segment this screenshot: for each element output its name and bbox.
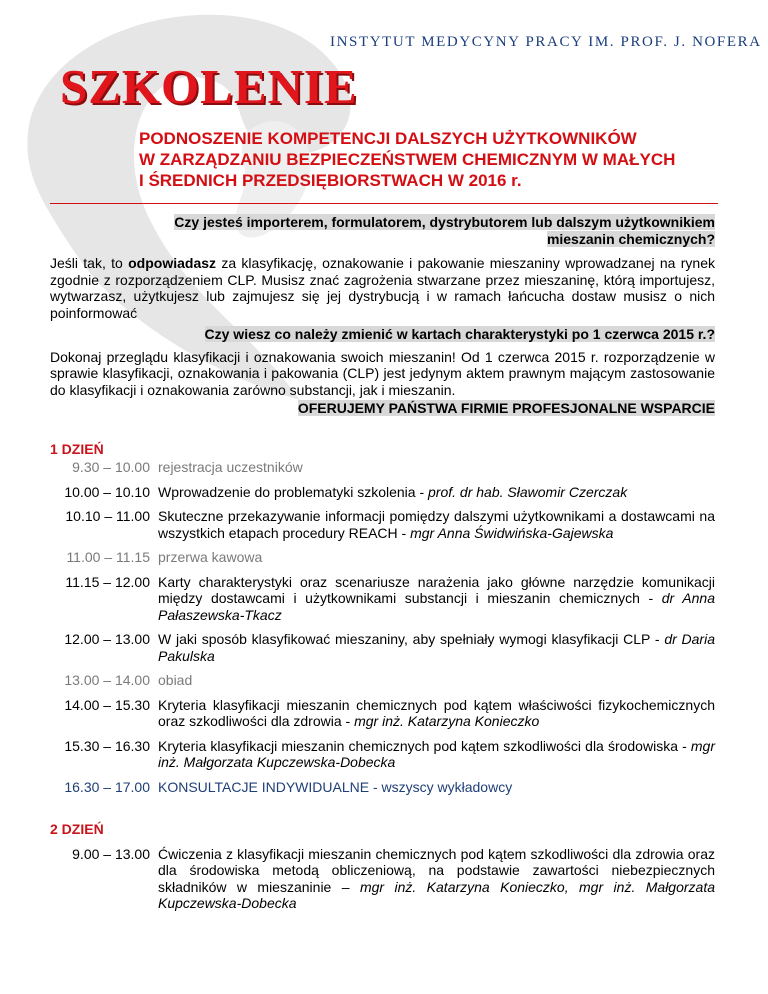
schedule-desc: [158, 738, 715, 771]
institute-name: INSTYTUT MEDYCYNY PRACY IM. PROF. J. NOFERA: [330, 34, 762, 50]
subtitle: [139, 128, 719, 191]
schedule-time: 12.00 – 13.00: [64, 631, 150, 647]
paragraph-bold: odpowiadasz: [128, 255, 217, 271]
schedule-row: [50, 459, 715, 476]
schedule-row: [50, 549, 715, 566]
speaker: dr Daria Pakulska: [158, 631, 715, 664]
subtitle-line: I ŚREDNICH PRZEDSIĘBIORSTWACH W 2016 r.: [139, 171, 522, 190]
schedule-time: 9.30 – 10.00: [72, 459, 150, 475]
day1-heading: 1 DZIEŃ: [50, 440, 104, 457]
schedule-row: [50, 631, 715, 664]
schedule-desc: [158, 508, 715, 541]
schedule-desc: [158, 631, 715, 664]
day2-heading: 2 DZIEŃ: [50, 821, 104, 837]
schedule-time: 11.00 – 11.15: [66, 549, 150, 565]
schedule-row: [50, 846, 715, 912]
schedule-desc: obiad: [158, 672, 193, 688]
question-importer: [50, 214, 715, 247]
subtitle-line: PODNOSZENIE KOMPETENCJI DALSZYCH UŻYTKOWNIKÓW: [139, 129, 637, 148]
topic: Ćwiczenia z klasyfikacji mieszanin chemicznych pod kątem szkodliwości dla zdrowia oraz dla środowiska metodą obliczeniową, na podstawie zawartości niebezpiecznych składników w mieszaninie –: [158, 845, 715, 895]
schedule-desc: [158, 846, 715, 912]
schedule-time: 15.30 – 16.30: [64, 737, 150, 754]
question-line: mieszanin chemicznych?: [546, 230, 715, 247]
question-line: Czy jesteś importerem, formulatorem, dystrybutorem lub dalszym użytkownikiem: [174, 214, 715, 230]
schedule-desc: KONSULTACJE INDYWIDUALNE - wszyscy wykładowcy: [158, 778, 513, 795]
topic: Kryteria klasyfikacji mieszanin chemicznych pod kątem właściwości fizykochemicznych oraz szkodliwości dla zdrowia -: [158, 696, 715, 729]
schedule-time: 14.00 – 15.30: [64, 696, 150, 713]
topic: Karty charakterystyki oraz scenariusze narażenia jako główne narzędzie komunikacji między dostawcami i użytkownikami substancji i mieszanin chemicznych -: [158, 573, 715, 606]
paragraph-rest: za klasyfikację, oznakowanie i pakowanie mieszaniny wprowadzanej na rynek zgodnie z rozporządzeniem CLP. Musisz znać zagrożenia stwarzane przez mieszaninę, którą importujesz, wytwarzasz, użytkujesz lub zajmujesz się jej dystrybucją i w ramach łańcucha dostaw musisz o nich poinformować: [50, 255, 715, 321]
subtitle-line: W ZARZĄDZANIU BEZPIECZEŃSTWEM CHEMICZNYM W MAŁYCH: [139, 150, 676, 169]
speaker: mgr inż. Katarzyna Konieczko: [354, 713, 540, 729]
topic: Wprowadzenie do problematyki szkolenia -: [158, 483, 429, 500]
schedule-row: [50, 508, 715, 541]
schedule-row: [50, 779, 715, 796]
schedule-row: [50, 672, 715, 689]
schedule-row: [50, 484, 715, 501]
schedule-time: 10.10 – 11.00: [65, 508, 150, 524]
schedule-desc: [158, 574, 715, 624]
paragraph-responsibility: [50, 255, 715, 321]
topic: Skuteczne przekazywanie informacji pomiędzy dalszymi użytkownikami a dostawcami na wszystkich etapach procedury REACH -: [158, 508, 715, 541]
schedule-time: 11.15 – 12.00: [65, 573, 150, 590]
schedule-desc: [158, 484, 715, 501]
paragraph-prefix: Jeśli tak, to: [50, 255, 129, 271]
schedule-row: [50, 574, 715, 624]
banner-title: SZKOLENIE: [60, 59, 358, 114]
speaker: mgr Anna Świdwińska-Gajewska: [410, 524, 614, 541]
document-body: [50, 214, 715, 912]
schedule-desc: przerwa kawowa: [158, 549, 263, 565]
schedule-row: [50, 697, 715, 730]
topic: Kryteria klasyfikacji mieszanin chemicznych pod kątem szkodliwości dla środowiska -: [158, 737, 691, 754]
speaker: mgr inż. Małgorzata Kupczewska-Dobecka: [158, 737, 715, 770]
offer-text: OFERUJEMY PAŃSTWA FIRMIE PROFESJONALNE WSPARCIE: [297, 400, 715, 416]
divider: [50, 203, 718, 204]
schedule-desc: [158, 697, 715, 730]
schedule-time: 10.00 – 10.10: [64, 483, 150, 500]
schedule-time: 13.00 – 14.00: [64, 672, 150, 688]
day1-schedule: [50, 459, 715, 795]
offer-heading: [50, 400, 715, 417]
speaker: dr Anna Pałaszewska-Tkacz: [158, 590, 715, 623]
paragraph-review: Dokonaj przeglądu klasyfikacji i oznakowania swoich mieszanin! Od 1 czerwca 2015 r. rozporządzenie w sprawie klasyfikacji, oznakowania i pakowania (CLP) jest jedynym aktem prawnym mającym zastosowanie do klasyfikacji i oznakowania zarówno substancji, jak i mieszanin.: [50, 348, 715, 398]
schedule-time: 16.30 – 17.00: [64, 778, 150, 795]
day2-schedule: [50, 846, 715, 912]
speaker: prof. dr hab. Sławomir Czerczak: [428, 483, 628, 500]
question-text: Czy wiesz co należy zmienić w kartach charakterystyki po 1 czerwca 2015 r.?: [204, 326, 715, 342]
schedule-time: 9.00 – 13.00: [72, 845, 150, 862]
schedule-row: [50, 738, 715, 771]
topic: W jaki sposób klasyfikować mieszaniny, aby spełniały wymogi klasyfikacji CLP -: [158, 631, 665, 647]
speaker: mgr inż. Katarzyna Konieczko, mgr inż. Małgorzata Kupczewska-Dobecka: [158, 878, 715, 911]
question-sds: [50, 326, 715, 343]
schedule-desc: rejestracja uczestników: [158, 459, 303, 475]
